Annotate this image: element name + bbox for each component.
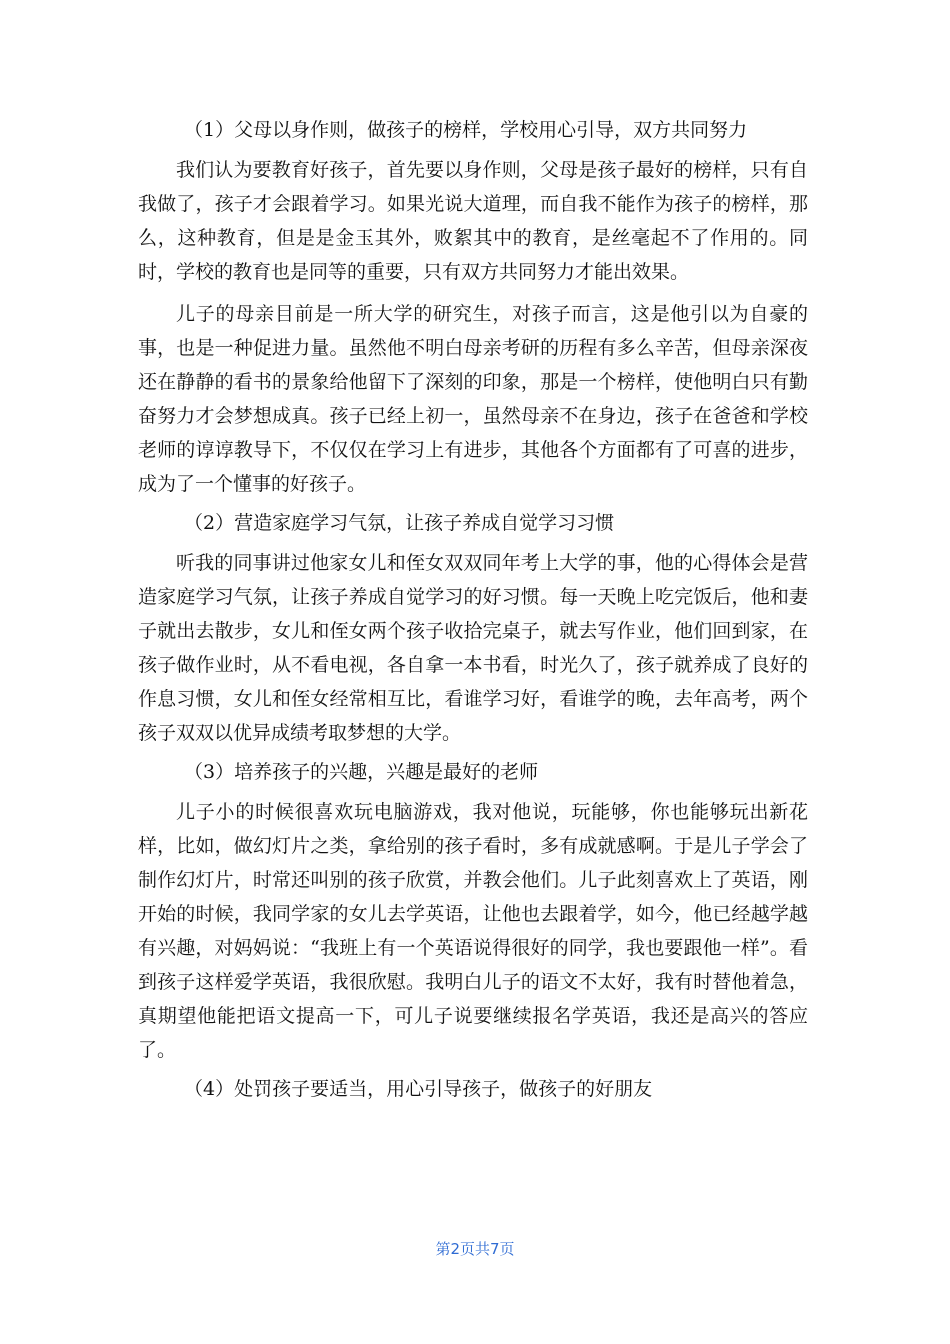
section-heading-4: （4）处罚孩子要适当，用心引导孩子，做孩子的好朋友: [184, 1078, 653, 1100]
section-heading-2: （2）营造家庭学习气氛，让孩子养成自觉学习习惯: [184, 512, 615, 534]
section-heading-1: （1）父母以身作则，做孩子的榜样，学校用心引导，双方共同努力: [184, 119, 748, 141]
paragraph: 儿子小的时候很喜欢玩电脑游戏，我对他说，玩能够，你也能够玩出新花样，比如，做幻灯片之类，拿给别的孩子看时，多有成就感啊。于是儿子学会了制作幻灯片，时常还叫别的孩子欣赏，并教会他们。儿子此刻喜欢上了英语，刚开始的时候，我同学家的女儿去学英语，让他也去跟着学，如今，他已经越学越有兴趣，对妈妈说：“我班上有一个英语说得很好的同学，我也要跟他一样”。看到孩子这样爱学英语，我很欣慰。我明白儿子的语文不太好，我有时替他着急，真期望他能把语文提高一下，可儿子说要继续报名学英语，我还是高兴的答应了。: [138, 801, 808, 1061]
page-number-footer: 第2页共7页: [435, 1240, 515, 1258]
section-heading-3: （3）培养孩子的兴趣，兴趣是最好的老师: [184, 761, 539, 783]
paragraph: 我们认为要教育好孩子，首先要以身作则，父母是孩子最好的榜样，只有自我做了，孩子才会跟着学习。如果光说大道理，而自我不能作为孩子的榜样，那么，这种教育，但是是金玉其外，败絮其中的教育，是丝毫起不了作用的。同时，学校的教育也是同等的重要，只有双方共同努力才能出效果。: [138, 159, 808, 283]
paragraph: 听我的同事讲过他家女儿和侄女双双同年考上大学的事，他的心得体会是营造家庭学习气氛，让孩子养成自觉学习的好习惯。每一天晚上吃完饭后，他和妻子就出去散步，女儿和侄女两个孩子收拾完桌子，就去写作业，他们回到家，在孩子做作业时，从不看电视，各自拿一本书看，时光久了，孩子就养成了良好的作息习惯，女儿和侄女经常相互比，看谁学习好，看谁学的晚，去年高考，两个孩子双双以优异成绩考取梦想的大学。: [138, 552, 808, 744]
paragraph: 儿子的母亲目前是一所大学的研究生，对孩子而言，这是他引以为自豪的事，也是一种促进力量。虽然他不明白母亲考研的历程有多么辛苦，但母亲深夜还在静静的看书的景象给他留下了深刻的印象，那是一个榜样，使他明白只有勤奋努力才会梦想成真。孩子已经上初一，虽然母亲不在身边，孩子在爸爸和学校老师的谆谆教导下，不仅仅在学习上有进步，其他各个方面都有了可喜的进步，成为了一个懂事的好孩子。: [138, 303, 808, 495]
document-body: [138, 116, 808, 1112]
